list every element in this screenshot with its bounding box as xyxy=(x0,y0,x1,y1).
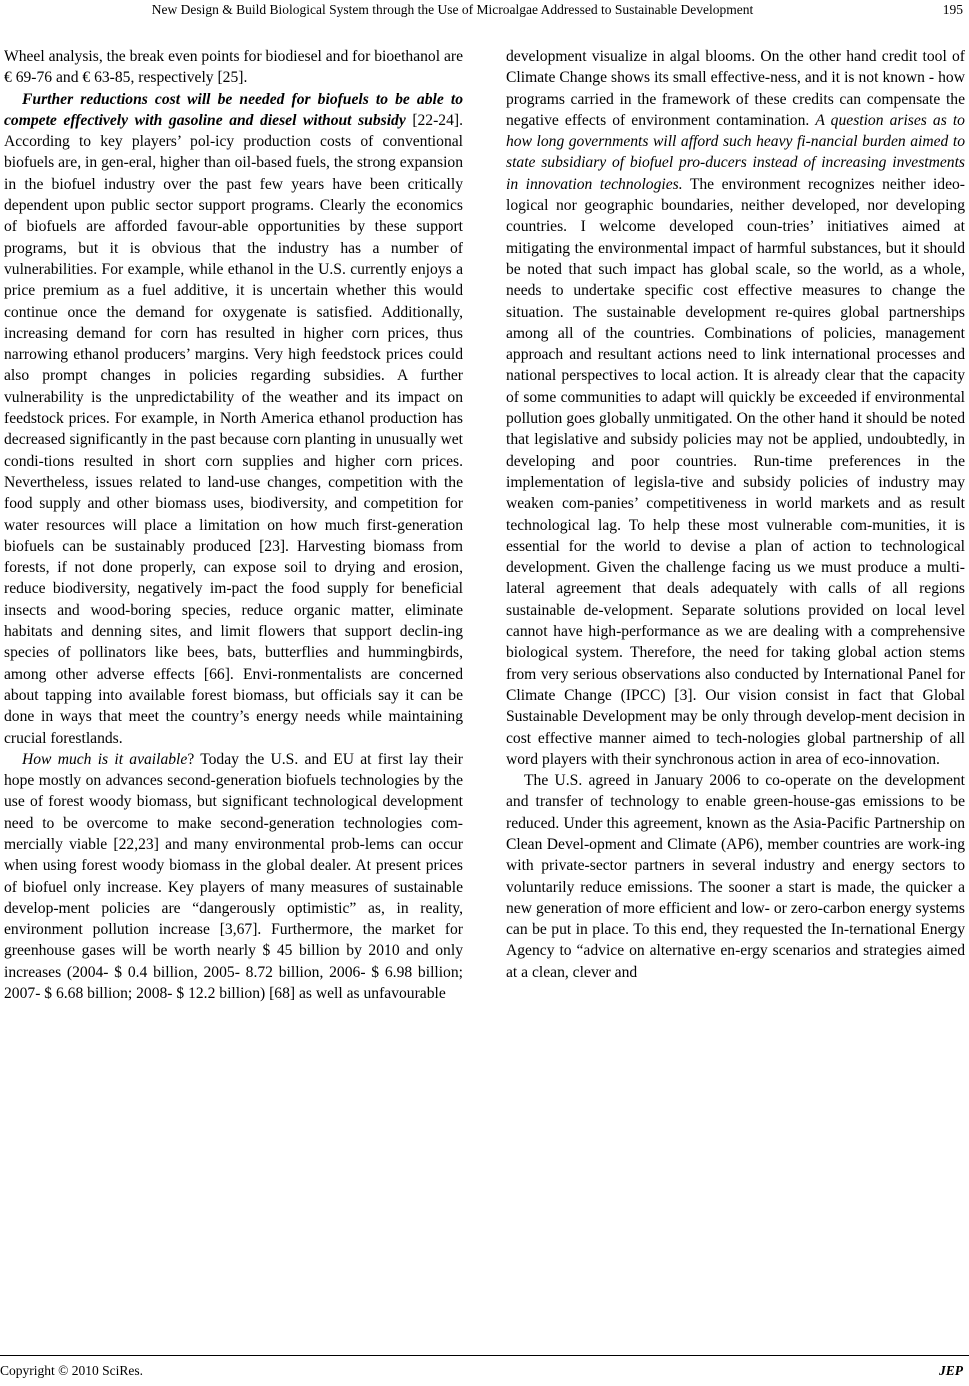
left-paragraph-2 xyxy=(4,89,463,749)
running-title: New Design & Build Biological System through the Use of Microalgae Addressed to Sustainable Development xyxy=(151,2,754,17)
left-paragraph-1: Wheel analysis, the break even points for biodiesel and for bioethanol are € 69-76 and € 63-85, respectively [25]. xyxy=(4,48,463,87)
left-paragraph-3 xyxy=(4,749,463,1005)
body-text: The environment recognizes neither ideo-logical nor geographic boundaries, neither developed, nor developing countries. I welcome developed coun-tries’ initiatives aimed at mitigating the environmental impact of harmful substances, but it should be noted that such impact has global scale, so the world, as a whole, needs to undertake specific cost effective measures to change the situation. The sustainable development re-quires global partnerships among all of the countries. Combinations of policies, management approach and resultant actions need to link international processes and national perspectives to local action. It is already clear that the capacity of some communities to adapt will quickly be exceeded if environmental pollution goes globally unmitigated. On the other hand it should be noted that legislative and subsidy policies may not be applied, undoubtedly, in developing and poor countries. Run-time preferences in the implementation of legisla-tive and subsidy policies of industry may weaken com-panies’ competitiveness in world markets and as result technological lag. To help these most vulnerable com-munities, it is essential for the world to devise a plan of action to technological development. Given the challenge facing us we must produce a multi-lateral agreement that deals adequately with calls of all regions sustainable de-velopment. Separate solutions provided on local level cannot have high-performance as we are dealing with a comprehensive biological system. Therefore, the need for taking global action stems from very serious observations also conducted by International Panel for Climate Change (IPCC) [3]. Our vision consist in fact that Global Sustainable Development may be only through develop-ment decision in cost effective manner aimed to tech-nologies global partnership of all word players with their synchronous action in area of eco-innovation. xyxy=(506,175,965,768)
page-header xyxy=(0,0,969,22)
right-column xyxy=(506,46,965,1346)
right-paragraph-2: The U.S. agreed in January 2006 to co-operate on the development and transfer of technology to enable green-house-gas emissions to be reduced. Under this agreement, known as the Asia-Pacific Partnership on Clean Devel-opment and Climate (AP6), member countries are work-ing with private-sector partners in several industry and energy sectors to voluntarily reduce emissions. The sooner a start is made, the quicker a new generation of more efficient and low- or zero-carbon energy systems can be put in place. To this end, they requested the In-ternational Energy Agency to “advice on alternative en-ergy scenarios and strategies aimed at a clean, clever and xyxy=(506,772,965,981)
body-text: ? Today the U.S. and EU at first lay their hope mostly on advances second-generation biofuels technologies by the use of forest woody biomass, but significant technological development need to be overcome to make second-generation technologies com-mercially viable [22,23] and many environmental prob-lems can occur when using forest woody biomass in the global dealer. At present prices of biofuel only increase. Key players of many measures of sustainable develop-ment policies are “dangerously optimistic” as, in reality, environment pollution increase [3,67]. Furthermore, the market for greenhouse gases will be worth nearly $ 45 billion by 2010 and only increases (2004- $ 0.4 billion, 2005- 8.72 billion, 2006- $ 6.98 billion; 2007- $ 6.68 billion; 2008- $ 12.2 billion) [68] as well as unfavourable xyxy=(4,750,463,1003)
left-column xyxy=(4,46,463,1346)
right-paragraph-1 xyxy=(506,46,965,770)
body-text: [22-24]. According to key players’ pol-icy production costs of conventional biofuels are, in gen-eral, higher than oil-based fuels, the strong expansion in the biofuel industry over the past few years have been critically dependent upon public sector support programs. Clearly the economics of biofuels are afforded favour-able opportunities by these support programs, but it is obvious that the industry has a number of vulnerabilities. For example, while ethanol in the U.S. currently enjoys a price premium as a fuel additive, it is uncertain whether this would continue once the demand for oxygenate is satisfied. Additionally, increasing demand for corn has resulted in higher corn prices, thus narrowing ethanol producers’ margins. Very high feedstock prices could also prompt changes in policies regarding subsidies. A further vulnerability is the unpredictability of the weather and its impact on feedstock prices. For example, in North America ethanol production has decreased significantly in the past because corn planting in unusually wet condi-tions resulted in short corn supplies and higher corn prices. Nevertheless, issues related to land-use changes, competition with the food supply and other biomass uses, biodiversity, and competition for water resources will place a limitation on how much first-generation biofuels can be sustainably produced [23]. Harvesting biomass from forests, if not done properly, can expose soil to drying and erosion, reduce biodiversity, negatively im-pact the food supply for beneficial insects and wood-boring species, reduce organic matter, eliminate habitats and denning sites, and limit flowers that support declin-ing species of pollinators like bees, bats, butterflies and hummingbirds, among other adverse effects [66]. Envi-ronmentalists are concerned about tapping into available forest biomass, but officials say it can be done in ways that meet the country’s energy needs while maintaining crucial forestlands. xyxy=(4,111,463,747)
page-footer xyxy=(0,1355,969,1386)
emphasis-text: A question arises as to how long governments will afford such heavy fi-nancial burden aimed to state subsidiary of biofuel pro-ducers instead of increasing investments in innovation technologies. xyxy=(506,111,965,193)
journal-abbreviation: JEP xyxy=(938,1363,963,1378)
page-number: 195 xyxy=(942,2,963,17)
copyright-notice: Copyright © 2010 SciRes. xyxy=(0,1363,144,1378)
body-text: development visualize in algal blooms. On the other hand credit tool of Climate Change shows its small effective-ness, and it is not known - how programs carried in the framework of these credits can compensate the negative effects of environment contamination. xyxy=(506,48,965,129)
emphasis-text: How much is it available xyxy=(22,750,188,768)
emphasis-text: Further reductions cost will be needed for biofuels to be able to compete effectively with gasoline and diesel without subsidy xyxy=(4,90,463,129)
